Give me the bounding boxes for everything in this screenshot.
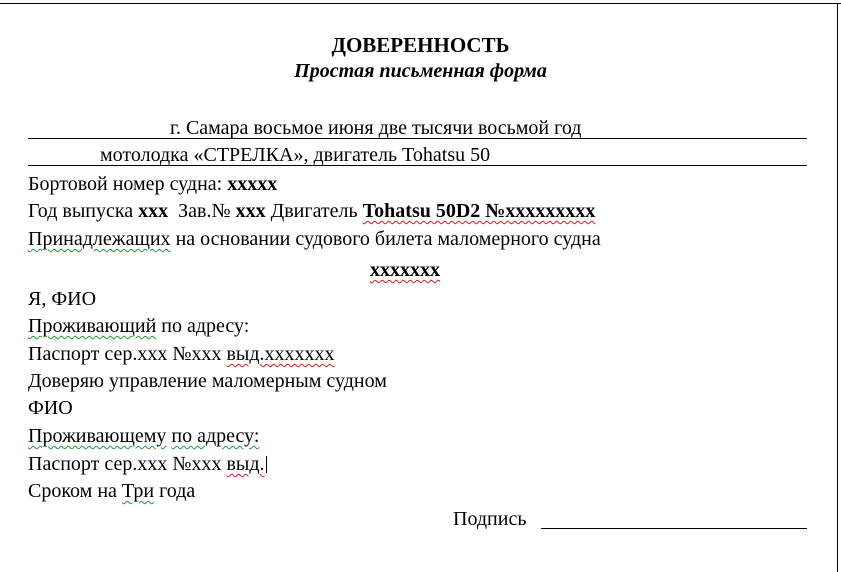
engine-value: Tohatsu 50D2 №ххххххххх [362,200,596,222]
term-prefix: Сроком на [28,480,117,502]
document-title: ДОВЕРЕННОСТЬ [331,33,510,57]
signature-line [541,528,807,529]
serial-label: Зав.№ [178,200,231,222]
agent-address-line [28,424,259,448]
board-value: ххххх [227,173,278,195]
basis-line [28,227,601,251]
serial-value: ххх [235,200,266,222]
board-label: Бортовой номер судна: [28,173,223,195]
resident-rest: по адресу: [161,315,250,337]
basis-word: Принадлежащих [28,228,171,250]
place-date-line: г. Самара восьмое июня две тысячи восьмой год [170,117,582,139]
agent-passport-line[interactable] [28,452,267,476]
signature-label: Подпись [453,508,527,530]
agent-fio-line: ФИО [28,397,73,419]
passport-prefix: Паспорт сер.ххх №ххх [28,343,222,365]
passport2-issued: выд. [226,453,265,475]
year-engine-line [28,199,595,223]
basis-rest: на основании судового билета маломерного судна [175,228,601,250]
page-right-edge [837,3,838,572]
year-label: Год выпуска [28,200,134,222]
trust-line: Доверяю управление маломерным судном [28,370,387,392]
year-value: ххх [138,200,169,222]
resident2-rest: по адресу: [171,425,260,447]
resident-word: Проживающий [28,315,157,337]
document-subtitle: Простая письменная форма [294,60,547,82]
term-line [28,479,195,503]
principal-line: Я, ФИО [28,288,97,310]
engine-label: Двигатель [270,200,358,222]
vessel-line: мотолодка «СТРЕЛКА», двигатель Tohatsu 50 [100,144,491,166]
vessel-underline [28,165,807,166]
passport2-prefix: Паспорт сер.ххх №ххх [28,453,222,475]
principal-passport-line [28,342,335,366]
passport-issued: выд.ххххххх [226,343,335,365]
ticket-number: ххххххх [370,259,440,281]
place-date-underline [28,138,807,139]
term-value: Три [121,480,155,502]
text-cursor [266,456,267,473]
page-top-edge [0,3,841,4]
term-suffix: года [159,480,196,502]
principal-address-line [28,314,249,338]
ticket-number-line [370,258,440,282]
board-number-line [28,172,277,196]
resident2-word: Проживающему [28,425,167,447]
